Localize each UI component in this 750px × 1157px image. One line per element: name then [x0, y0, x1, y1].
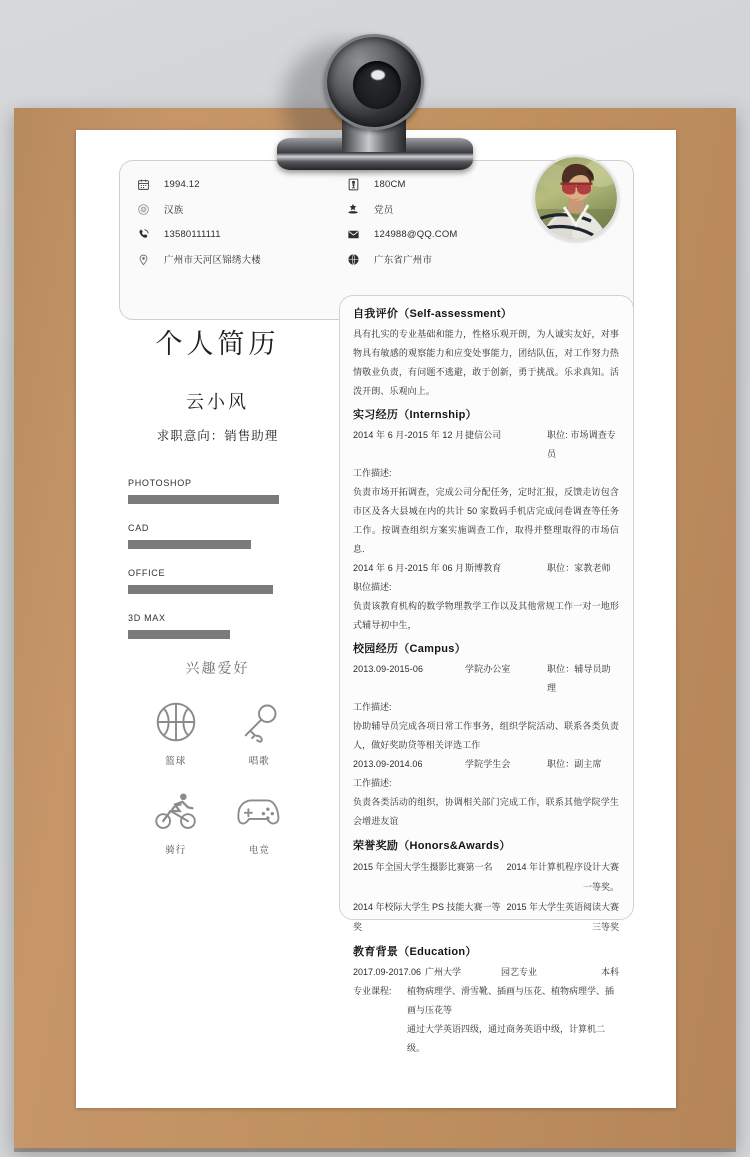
entry-org: 捷信公司 — [465, 430, 502, 440]
honor-right: 2014 年计算机程序设计大赛一等奖。 — [506, 862, 619, 892]
avatar — [533, 155, 619, 241]
entry-date: 2014 年 6 月-2015 年 12 月 — [353, 430, 465, 440]
entry-org: 学院办公室 — [465, 664, 511, 674]
info-item-phone — [136, 227, 346, 241]
hobby-item-singing — [218, 700, 302, 767]
height-icon — [346, 177, 360, 191]
clipboard-board — [14, 108, 736, 1148]
skill-item — [128, 478, 339, 504]
left-column — [96, 330, 339, 856]
basketball-icon — [154, 700, 198, 744]
section-heading-education: 教育背景（Education） — [353, 946, 477, 958]
honor-row — [353, 897, 619, 937]
clipboard-clip — [277, 16, 473, 168]
calendar-icon — [136, 177, 150, 191]
entry-desc: 协助辅导员完成各项日常工作事务，组织学院活动、联系各类负责人，做好奖助贷等相关评选工作 — [353, 721, 619, 750]
info-item-region — [346, 252, 556, 266]
hobby-item-esports — [218, 789, 302, 856]
main-content-card — [339, 295, 634, 1053]
internship-entry-header — [353, 559, 619, 578]
entry-org: 学院学生会 — [465, 759, 511, 769]
phone-icon — [136, 227, 150, 241]
courses-value: 植物病理学、滑雪靴、插画与压花、植物病理学、插画与压花等 — [407, 986, 615, 1015]
education-school: 广州大学 — [425, 967, 462, 977]
info-item-political-status — [346, 202, 556, 216]
skill-track — [128, 585, 303, 594]
entry-date: 2014 年 6 月-2015 年 06 月 — [353, 563, 465, 573]
resume-paper — [76, 130, 676, 1108]
skill-item — [128, 523, 339, 549]
skill-item — [128, 613, 339, 639]
skills-list — [96, 478, 339, 639]
phone-value: 13580111111 — [164, 228, 221, 240]
entry-date: 2013.09-2014.06 — [353, 759, 423, 769]
skill-item — [128, 568, 339, 594]
campus-entry-header — [353, 755, 619, 774]
hobbies-title: 兴趣爱好 — [185, 659, 250, 676]
microphone-icon — [237, 700, 281, 744]
education-major: 园艺专业 — [501, 967, 538, 977]
education-degree: 本科 — [600, 967, 619, 977]
height-value: 180CM — [374, 178, 406, 190]
info-item-height — [346, 177, 556, 191]
info-item-birthdate — [136, 177, 346, 191]
internship-entry-header — [353, 426, 619, 464]
hobby-label: 电竞 — [248, 844, 270, 856]
skill-fill — [128, 585, 273, 594]
entry-desc: 负责市场开拓调查，完成公司分配任务，定时汇报，反馈走访包含市区及各大县城在内的共计 50 家数码手机店完成问卷调查等任务工作。按调查组织方案实施调查工作，取得并整理取得的市场信息. — [353, 487, 619, 554]
honor-row — [353, 857, 619, 897]
page-title: 个人简历 — [155, 329, 280, 359]
section-heading-internship: 实习经历（Internship） — [353, 409, 477, 421]
campus-entry-header — [353, 660, 619, 698]
skill-track — [128, 630, 303, 639]
skill-track — [128, 495, 303, 504]
entry-desc-label: 职位描述: — [353, 582, 392, 592]
entry-position: 职位：家教老师 — [547, 563, 611, 573]
section-heading-campus: 校园经历（Campus） — [353, 643, 466, 655]
hobbies-grid — [96, 700, 339, 856]
clip-disc — [324, 34, 424, 130]
ethnicity-icon — [136, 202, 150, 216]
section-heading-honors: 荣誉奖励（Honors&Awards） — [353, 840, 511, 852]
entry-position: 职位：副主席 — [547, 759, 602, 769]
gamepad-icon — [236, 789, 282, 833]
hobby-label: 骑行 — [165, 844, 187, 856]
candidate-name: 云小风 — [186, 391, 249, 412]
self-assessment-body: 具有扎实的专业基础和能力，性格乐观开朗，为人诚实友好，对事物具有敏感的观察能力和应变处事能力，团结队伍，对工作努力热情敬业负责，有问题不逃避，敢于创新，勇于挑战。乐求真知。活泼开朗、乐观向上。 — [353, 329, 619, 396]
education-entry — [353, 963, 619, 982]
entry-date: 2013.09-2015-06 — [353, 664, 424, 674]
hobby-item-basketball — [134, 700, 218, 767]
job-intent: 求职意向：销售助理 — [156, 428, 279, 443]
skill-fill — [128, 630, 230, 639]
address-value: 广州市天河区锦绣大楼 — [164, 255, 262, 266]
party-member-icon — [346, 202, 360, 216]
education-courses-line — [353, 982, 619, 1020]
section-heading-self-assessment: 自我评价（Self-assessment） — [353, 308, 513, 320]
skill-fill — [128, 540, 251, 549]
courses-label: 专业课程: — [353, 986, 392, 996]
email-icon — [346, 227, 360, 241]
info-item-address — [136, 252, 346, 266]
entry-position: 职位：辅导员助理 — [547, 664, 611, 693]
honor-left: 2014 年校际大学生 PS 技能大赛一等奖 — [353, 902, 501, 932]
entry-position: 职位: 市场调查专员 — [547, 430, 616, 459]
skill-track — [128, 540, 303, 549]
info-item-ethnicity — [136, 202, 346, 216]
hobby-label: 篮球 — [165, 755, 187, 767]
skill-label: OFFICE — [128, 567, 166, 578]
info-item-email — [346, 227, 556, 241]
hobby-item-cycling — [134, 789, 218, 856]
entry-desc-label: 工作描述: — [353, 778, 392, 788]
ethnicity-value: 汉族 — [164, 205, 184, 216]
skill-fill — [128, 495, 279, 504]
globe-icon — [346, 252, 360, 266]
entry-desc: 负责各类活动的组织，协调相关部门完成工作，联系其他学院学生会增进友谊 — [353, 797, 619, 826]
political-status-value: 党员 — [374, 205, 394, 216]
cycling-icon — [154, 789, 198, 833]
email-value: 124988@QQ.COM — [374, 228, 458, 240]
honor-left: 2015 年全国大学生摄影比赛第一名 — [353, 862, 493, 872]
honor-right: 2015 年大学生英语阅读大赛三等奖 — [506, 902, 619, 932]
entry-org: 斯博教育 — [465, 563, 502, 573]
location-pin-icon — [136, 252, 150, 266]
skill-label: PHOTOSHOP — [128, 477, 192, 488]
entry-desc: 负责该教育机构的数学物理教学工作以及其他常规工作一对一地形式辅导初中生， — [353, 601, 619, 630]
header-info-grid — [136, 177, 556, 266]
hobby-label: 唱歌 — [248, 755, 270, 767]
skill-label: 3D MAX — [128, 612, 166, 623]
education-date: 2017.09-2017.06 — [353, 967, 422, 977]
education-certs: 通过大学英语四级，通过商务英语中级，计算机二级。 — [407, 1024, 606, 1053]
birthdate-value: 1994.12 — [164, 178, 200, 190]
resume-canvas — [76, 130, 676, 1108]
region-value: 广东省广州市 — [374, 255, 433, 266]
entry-desc-label: 工作描述: — [353, 702, 392, 712]
skill-label: CAD — [128, 522, 150, 533]
entry-desc-label: 工作描述: — [353, 468, 392, 478]
